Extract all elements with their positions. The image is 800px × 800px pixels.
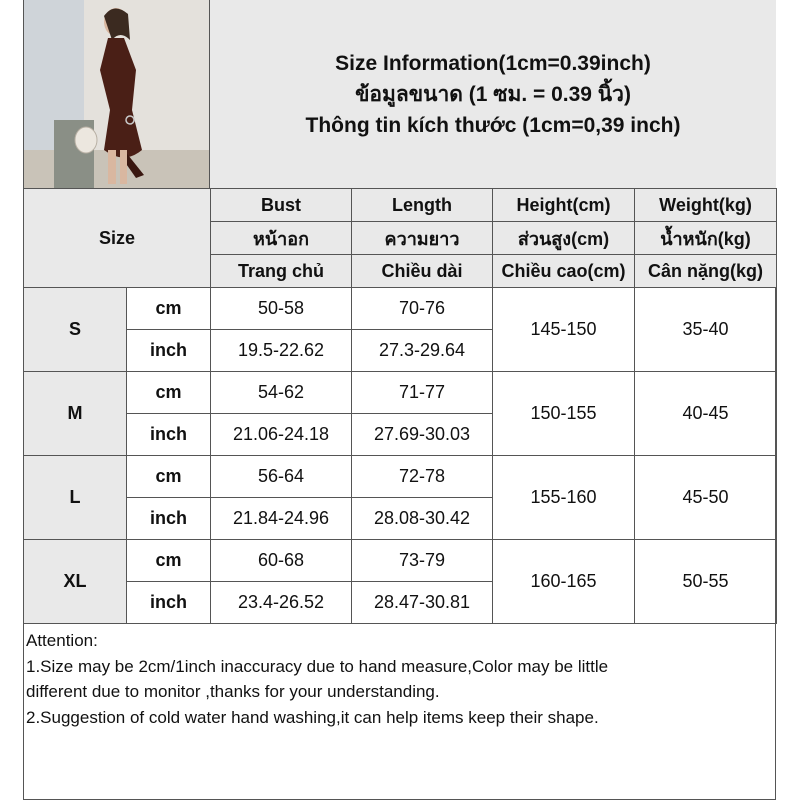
- col-length-th: ความยาว: [352, 222, 493, 255]
- col-length-en: Length: [352, 189, 493, 222]
- table-row: [24, 456, 777, 498]
- table-row: [24, 540, 777, 582]
- weight-value: 50-55: [635, 540, 777, 624]
- length-cm: 72-78: [352, 456, 493, 498]
- height-value: 150-155: [493, 372, 635, 456]
- height-value: 160-165: [493, 540, 635, 624]
- unit-cm: cm: [127, 372, 211, 414]
- col-bust-vi: Trang chủ: [211, 255, 352, 288]
- col-bust-en: Bust: [211, 189, 352, 222]
- bust-inch: 19.5-22.62: [211, 330, 352, 372]
- unit-inch: inch: [127, 330, 211, 372]
- attention-notes: [26, 628, 771, 730]
- table-header-row-en: [24, 189, 777, 222]
- product-photo: [24, 0, 210, 188]
- notes-line-3: 2.Suggestion of cold water hand washing,it can help items keep their shape.: [26, 707, 599, 727]
- length-inch: 28.08-30.42: [352, 498, 493, 540]
- bust-inch: 23.4-26.52: [211, 582, 352, 624]
- unit-inch: inch: [127, 414, 211, 456]
- height-value: 155-160: [493, 456, 635, 540]
- col-length-vi: Chiều dài: [352, 255, 493, 288]
- notes-line-1: 1.Size may be 2cm/1inch inaccuracy due to hand measure,Color may be little: [26, 656, 609, 676]
- header-title-en: Size Information(1cm=0.39inch): [335, 51, 651, 75]
- col-height-vi: Chiều cao(cm): [493, 255, 635, 288]
- unit-cm: cm: [127, 288, 211, 330]
- header-title-vi: Thông tin kích thước (1cm=0,39 inch): [305, 113, 681, 137]
- size-label-s: S: [24, 288, 127, 372]
- col-weight-en: Weight(kg): [635, 189, 777, 222]
- size-label-l: L: [24, 456, 127, 540]
- weight-value: 40-45: [635, 372, 777, 456]
- header-title-th: ข้อมูลขนาด (1 ซม. = 0.39 นิ้ว): [355, 82, 631, 106]
- weight-value: 45-50: [635, 456, 777, 540]
- table-row: [24, 372, 777, 414]
- col-weight-th: น้ำหนัก(kg): [635, 222, 777, 255]
- model-dress-image: [24, 0, 209, 188]
- unit-cm: cm: [127, 540, 211, 582]
- col-weight-vi: Cân nặng(kg): [635, 255, 777, 288]
- size-title: Size: [24, 189, 211, 288]
- notes-title: Attention:: [26, 631, 98, 650]
- length-cm: 70-76: [352, 288, 493, 330]
- length-inch: 27.69-30.03: [352, 414, 493, 456]
- col-height-th: ส่วนสูง(cm): [493, 222, 635, 255]
- bust-cm: 50-58: [211, 288, 352, 330]
- bust-cm: 54-62: [211, 372, 352, 414]
- length-cm: 73-79: [352, 540, 493, 582]
- col-bust-th: หน้าอก: [211, 222, 352, 255]
- bust-cm: 60-68: [211, 540, 352, 582]
- size-table: [23, 188, 777, 624]
- table-row: [24, 288, 777, 330]
- unit-inch: inch: [127, 582, 211, 624]
- size-info-header: [210, 0, 776, 189]
- col-height-en: Height(cm): [493, 189, 635, 222]
- size-label-xl: XL: [24, 540, 127, 624]
- bust-cm: 56-64: [211, 456, 352, 498]
- length-inch: 28.47-30.81: [352, 582, 493, 624]
- bust-inch: 21.06-24.18: [211, 414, 352, 456]
- weight-value: 35-40: [635, 288, 777, 372]
- height-value: 145-150: [493, 288, 635, 372]
- unit-cm: cm: [127, 456, 211, 498]
- unit-inch: inch: [127, 498, 211, 540]
- size-label-m: M: [24, 372, 127, 456]
- notes-line-2: different due to monitor ,thanks for your understanding.: [26, 682, 440, 701]
- bust-inch: 21.84-24.96: [211, 498, 352, 540]
- length-cm: 71-77: [352, 372, 493, 414]
- length-inch: 27.3-29.64: [352, 330, 493, 372]
